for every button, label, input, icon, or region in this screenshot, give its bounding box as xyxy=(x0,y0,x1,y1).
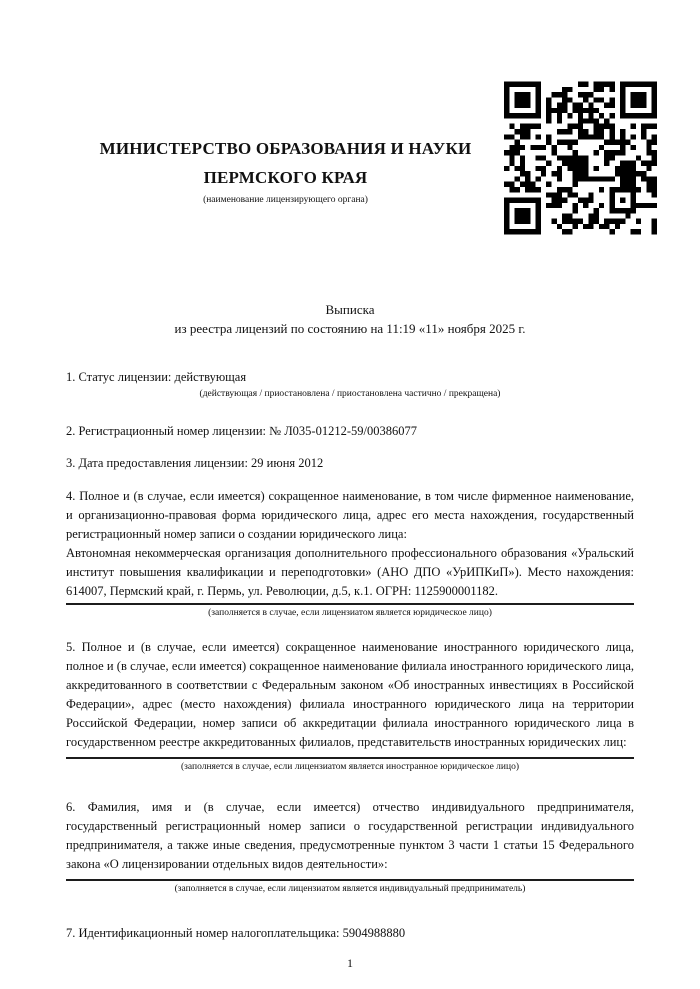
foreign-entity-fill-caption: (заполняется в случае, если лицензиатом является иностранное юридическое лицо) xyxy=(181,762,519,772)
document-title-line2: из реестра лицензий по состоянию на 11:19 «11» ноября 2025 г. xyxy=(174,321,526,336)
licensing-authority-caption: (наименование лицензирующего органа) xyxy=(203,195,368,205)
legal-entity-value: Автономная некоммерческая организация дополнительного профессионального образования «Уральский институт повышения квалификации и переподготовки» (АНО ДПО «УрИПКиП»). Место нахождения: 614007, Пермский край, г. Пермь, ул. Революции, д.5, к.1. ОГРН: 1125900001182. xyxy=(66,546,634,598)
item-foreign-entity xyxy=(66,638,634,774)
underline-rule xyxy=(66,879,634,881)
grant-date-text: 3. Дата предоставления лицензии: 29 июня 2012 xyxy=(66,456,324,470)
licensing-authority-name xyxy=(66,134,505,192)
legal-entity-prompt: 4. Полное и (в случае, если имеется) сокращенное наименование, в том числе фирменное наименование, и организационно-правовая форма юридического лица, адрес его места нахождения, государственный регистрационный номер записи о создании юридического лица: xyxy=(66,489,634,541)
item-entrepreneur xyxy=(66,798,634,896)
item-taxpayer-number xyxy=(66,924,634,943)
item-license-status xyxy=(66,368,634,402)
item-grant-date xyxy=(66,454,634,473)
entrepreneur-fill-caption: (заполняется в случае, если лицензиатом является индивидуальный предприниматель) xyxy=(174,884,526,894)
ministry-line2: ПЕРМСКОГО КРАЯ xyxy=(203,168,368,187)
underline-rule xyxy=(66,757,634,759)
license-status-options-caption: (действующая / приостановлена / приостановлена частично / прекращена) xyxy=(199,389,501,399)
taxpayer-number-text: 7. Идентификационный номер налогоплательщика: 5904988880 xyxy=(66,926,406,940)
qr-code xyxy=(504,79,657,237)
ministry-line1: МИНИСТЕРСТВО ОБРАЗОВАНИЯ И НАУКИ xyxy=(99,139,472,158)
license-status-text: 1. Статус лицензии: действующая xyxy=(66,370,247,384)
underline-rule xyxy=(66,603,634,605)
document-title-line1: Выписка xyxy=(325,302,375,317)
qr-code-image xyxy=(504,79,657,237)
legal-entity-fill-caption: (заполняется в случае, если лицензиатом является юридическое лицо) xyxy=(208,608,492,618)
item-registration-number xyxy=(66,422,634,441)
foreign-entity-prompt: 5. Полное и (в случае, если имеется) сокращенное наименование иностранного юридического лица, полное и (в случае, если имеется) сокращенное наименование филиала иностранного юридического лица, аккредитованного в соответствии с Федеральным законом «Об иностранных инвестициях в Российской Федерации», адрес (место нахождения) филиала иностранного юридического лица на территории Российской Федерации, номер записи об аккредитации филиала иностранного юридического лица в государственном реестре аккредитованных филиалов, представительств иностранных юридических лиц: xyxy=(66,640,634,749)
document-title xyxy=(66,300,634,338)
entrepreneur-prompt: 6. Фамилия, имя и (в случае, если имеется) отчество индивидуального предпринимателя, государственный регистрационный номер записи о государственной регистрации индивидуального предпринимателя, а также иные сведения, предусмотренные пунктом 3 части 1 статьи 15 Федерального закона «О лицензировании отдельных видов деятельности»: xyxy=(66,800,634,871)
page-number: 1 xyxy=(347,956,353,970)
item-legal-entity xyxy=(66,487,634,620)
registration-number-text: 2. Регистрационный номер лицензии: № Л035-01212-59/00386077 xyxy=(66,424,417,438)
